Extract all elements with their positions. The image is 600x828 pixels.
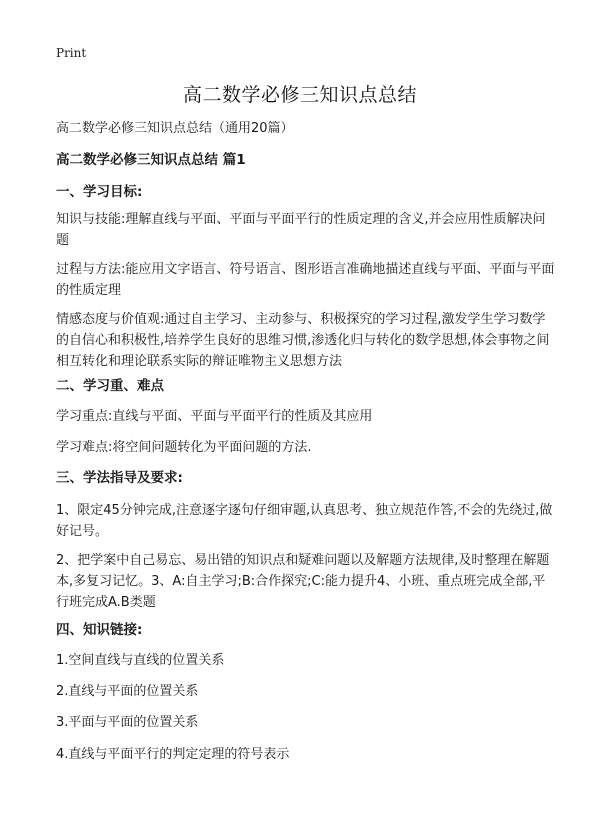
section-heading-guidance: 三、学法指导及要求: <box>56 470 183 486</box>
print-link[interactable]: Print <box>56 46 87 60</box>
paragraph-knowledge-skills: 知识与技能:理解直线与平面、平面与平面平行的性质定理的含义,并会应用性质解决问题 <box>56 212 546 248</box>
page-title: 高二数学必修三知识点总结 <box>182 84 417 106</box>
list-item: 2.直线与平面的位置关系 <box>56 684 199 699</box>
paragraph-difficulties: 学习难点:将空间问题转化为平面问题的方法. <box>56 440 312 455</box>
section-heading-goals: 一、学习目标: <box>56 184 143 200</box>
section-heading-focus: 二、学习重、难点 <box>56 378 164 394</box>
article-heading: 高二数学必修三知识点总结 篇1 <box>56 152 246 168</box>
section-heading-links: 四、知识链接: <box>56 622 143 638</box>
paragraph-key-points: 学习重点:直线与平面、平面与平面平行的性质及其应用 <box>56 409 373 424</box>
list-item: 1.空间直线与直线的位置关系 <box>56 653 225 668</box>
list-item: 3.平面与平面的位置关系 <box>56 715 199 730</box>
paragraph-guidance-1: 1、限定45分钟完成,注意逐字逐句仔细审题,认真思考、独立规范作答,不会的先绕过,做好记号。 <box>56 503 553 539</box>
document-subtitle: 高二数学必修三知识点总结（通用20篇） <box>56 121 294 136</box>
paragraph-process-method: 过程与方法:能应用文字语言、符号语言、图形语言准确地描述直线与平面、平面与平面的性质定理 <box>56 262 555 298</box>
paragraph-emotion-values: 情感态度与价值观:通过自主学习、主动参与、积极探究的学习过程,激发学生学习数学的自信心和积极性,培养学生良好的思维习惯,渗透化归与转化的数学思想,体会事物之间相互转化和理论联系实际的辩证唯物主义思想方法 <box>56 312 550 369</box>
paragraph-guidance-2: 2、把学案中自己易忘、易出错的知识点和疑难问题以及解题方法规律,及时整理在解题本,多复习记忆。3、A:自主学习;B:合作探究;C:能力提升4、小班、重点班完成全部,平行班完成A.B类题 <box>56 553 550 610</box>
list-item: 4.直线与平面平行的判定定理的符号表示 <box>56 747 290 762</box>
